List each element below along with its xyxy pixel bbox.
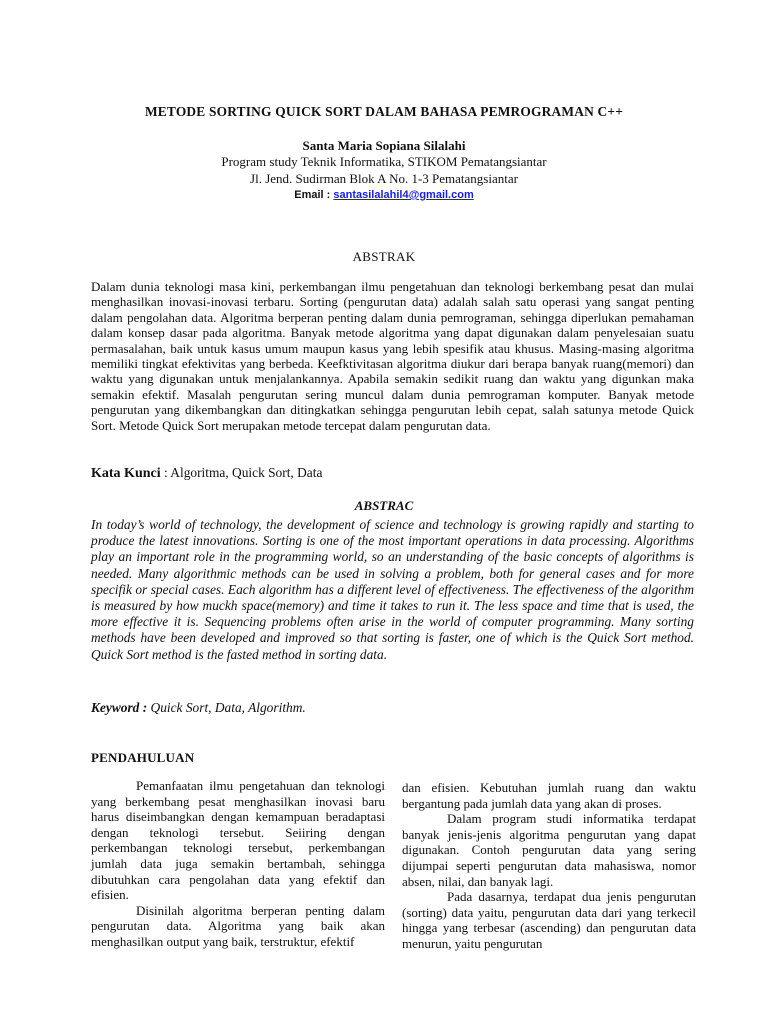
- author-name: Santa Maria Sopiana Silalahi: [302, 138, 466, 153]
- affiliation-program: Program study Teknik Informatika, STIKOM Pematangsiantar: [221, 154, 547, 169]
- right-column: [402, 780, 696, 952]
- keyword-label: Keyword :: [91, 700, 148, 715]
- paragraph: Pemanfaatan ilmu pengetahuan dan teknologi yang berkembang pesat menghasilkan inovasi baru harus diseimbangkan dengan kemampuan beradaptasi dengan teknologi tersebut. Seiiring dengan perkembangan teknologi tersebut, perkembangan jumlah data juga semakin bertambah, sehingga dibutuhkan cara pengolahan data yang efektif dan efisien.: [91, 778, 385, 903]
- keyword-line: [91, 700, 306, 716]
- email-line: [0, 189, 768, 201]
- paragraph: dan efisien. Kebutuhan jumlah ruang dan waktu bergantung pada jumlah data yang akan di proses.: [402, 780, 696, 811]
- abstrak-heading: ABSTRAK: [352, 249, 416, 264]
- paragraph: Disinilah algoritma berperan penting dalam pengurutan data. Algoritma yang baik akan menghasilkan output yang baik, terstruktur, efektif: [91, 902, 385, 949]
- kata-kunci-label: Kata Kunci: [91, 466, 161, 481]
- paragraph: Dalam program studi informatika terdapat banyak jenis-jenis algoritma pengurutan yang dapat digunakan. Contoh pengurutan data yang sering dijumpai seperti pengurutan data mahasiswa, nomor absen, nilai, dan banyak lagi.: [402, 811, 696, 889]
- kata-kunci-value: : Algoritma, Quick Sort, Data: [160, 465, 323, 480]
- affiliation-address: Jl. Jend. Sudirman Blok A No. 1-3 Pematangsiantar: [250, 171, 518, 186]
- abstrac-heading: ABSTRAC: [354, 498, 414, 513]
- email-link[interactable]: santasilalahil4@gmail.com: [333, 189, 474, 201]
- paper-title: METODE SORTING QUICK SORT DALAM BAHASA PEMROGRAMAN C++: [144, 104, 624, 119]
- email-label: Email :: [294, 189, 334, 201]
- left-column: [91, 778, 385, 950]
- section-heading-pendahuluan: PENDAHULUAN: [91, 750, 195, 765]
- paragraph: Pada dasarnya, terdapat dua jenis pengurutan (sorting) data yaitu, pengurutan data dari yang terkecil hingga yang terbesar (ascending) dan pengurutan data menurun, yaitu pengurutan: [402, 889, 696, 951]
- abstrac-body: In today’s world of technology, the development of science and technology is growing rapidly and starting to produce the latest innovations. Sorting is one of the most important operations in data processing. Algorithms play an important role in the programming world, so an understanding of the basic concepts of algorithms is needed. Many algorithmic methods can be used in solving a problem, both for general cases and for more specifik or special cases. Each algorithm has a different level of effectiveness. The effectiveness of the algorithm is measured by how muckh space(memory) and time it takes to run it. The less space and time that is used, the more effective it is. Sequencing problems often arise in the world of computer programming. Many sorting methods have been developed and improved so that sorting is faster, one of which is the Quick Sort method. Quick Sort method is the fasted method in sorting data.: [91, 517, 694, 662]
- abstrak-body: Dalam dunia teknologi masa kini, perkembangan ilmu pengetahuan dan teknologi berkembang pesat dan mulai menghasilkan inovasi-inovasi terbaru. Sorting (pengurutan data) adalah salah satu operasi yang sangat penting dalam pengolahan data. Algoritma berperan penting dalam dunia pemrograman, sehingga diperlukan pemahaman dalam konsep dasar pada algoritma. Banyak metode algoritma yang dapat digunakan dalam penyelesaian suatu permasalahan, baik untuk kasus umum maupun kasus yang lebih spesifik atau khusus. Masing-masing algoritma memiliki tingkat efektivitas yang berbeda. Keefktivitasan algoritma diukur dari berapa banyak ruang(memori) dan waktu yang digunakan untuk menjalankannya. Apabila semakin sedikit ruang dan waktu yang digunkan maka semakin efektif. Masalah pengurutan sering muncul dalam dunia pemrograman komputer. Banyak metode pengurutan yang dikembangkan dan ditingkatkan sehingga pengurutan lebih cepat, salah satunya metode Quick Sort. Metode Quick Sort merupakan metode tercepat dalam pengurutan data.: [91, 279, 694, 433]
- keyword-value: Quick Sort, Data, Algorithm.: [147, 700, 306, 715]
- kata-kunci: [91, 465, 322, 482]
